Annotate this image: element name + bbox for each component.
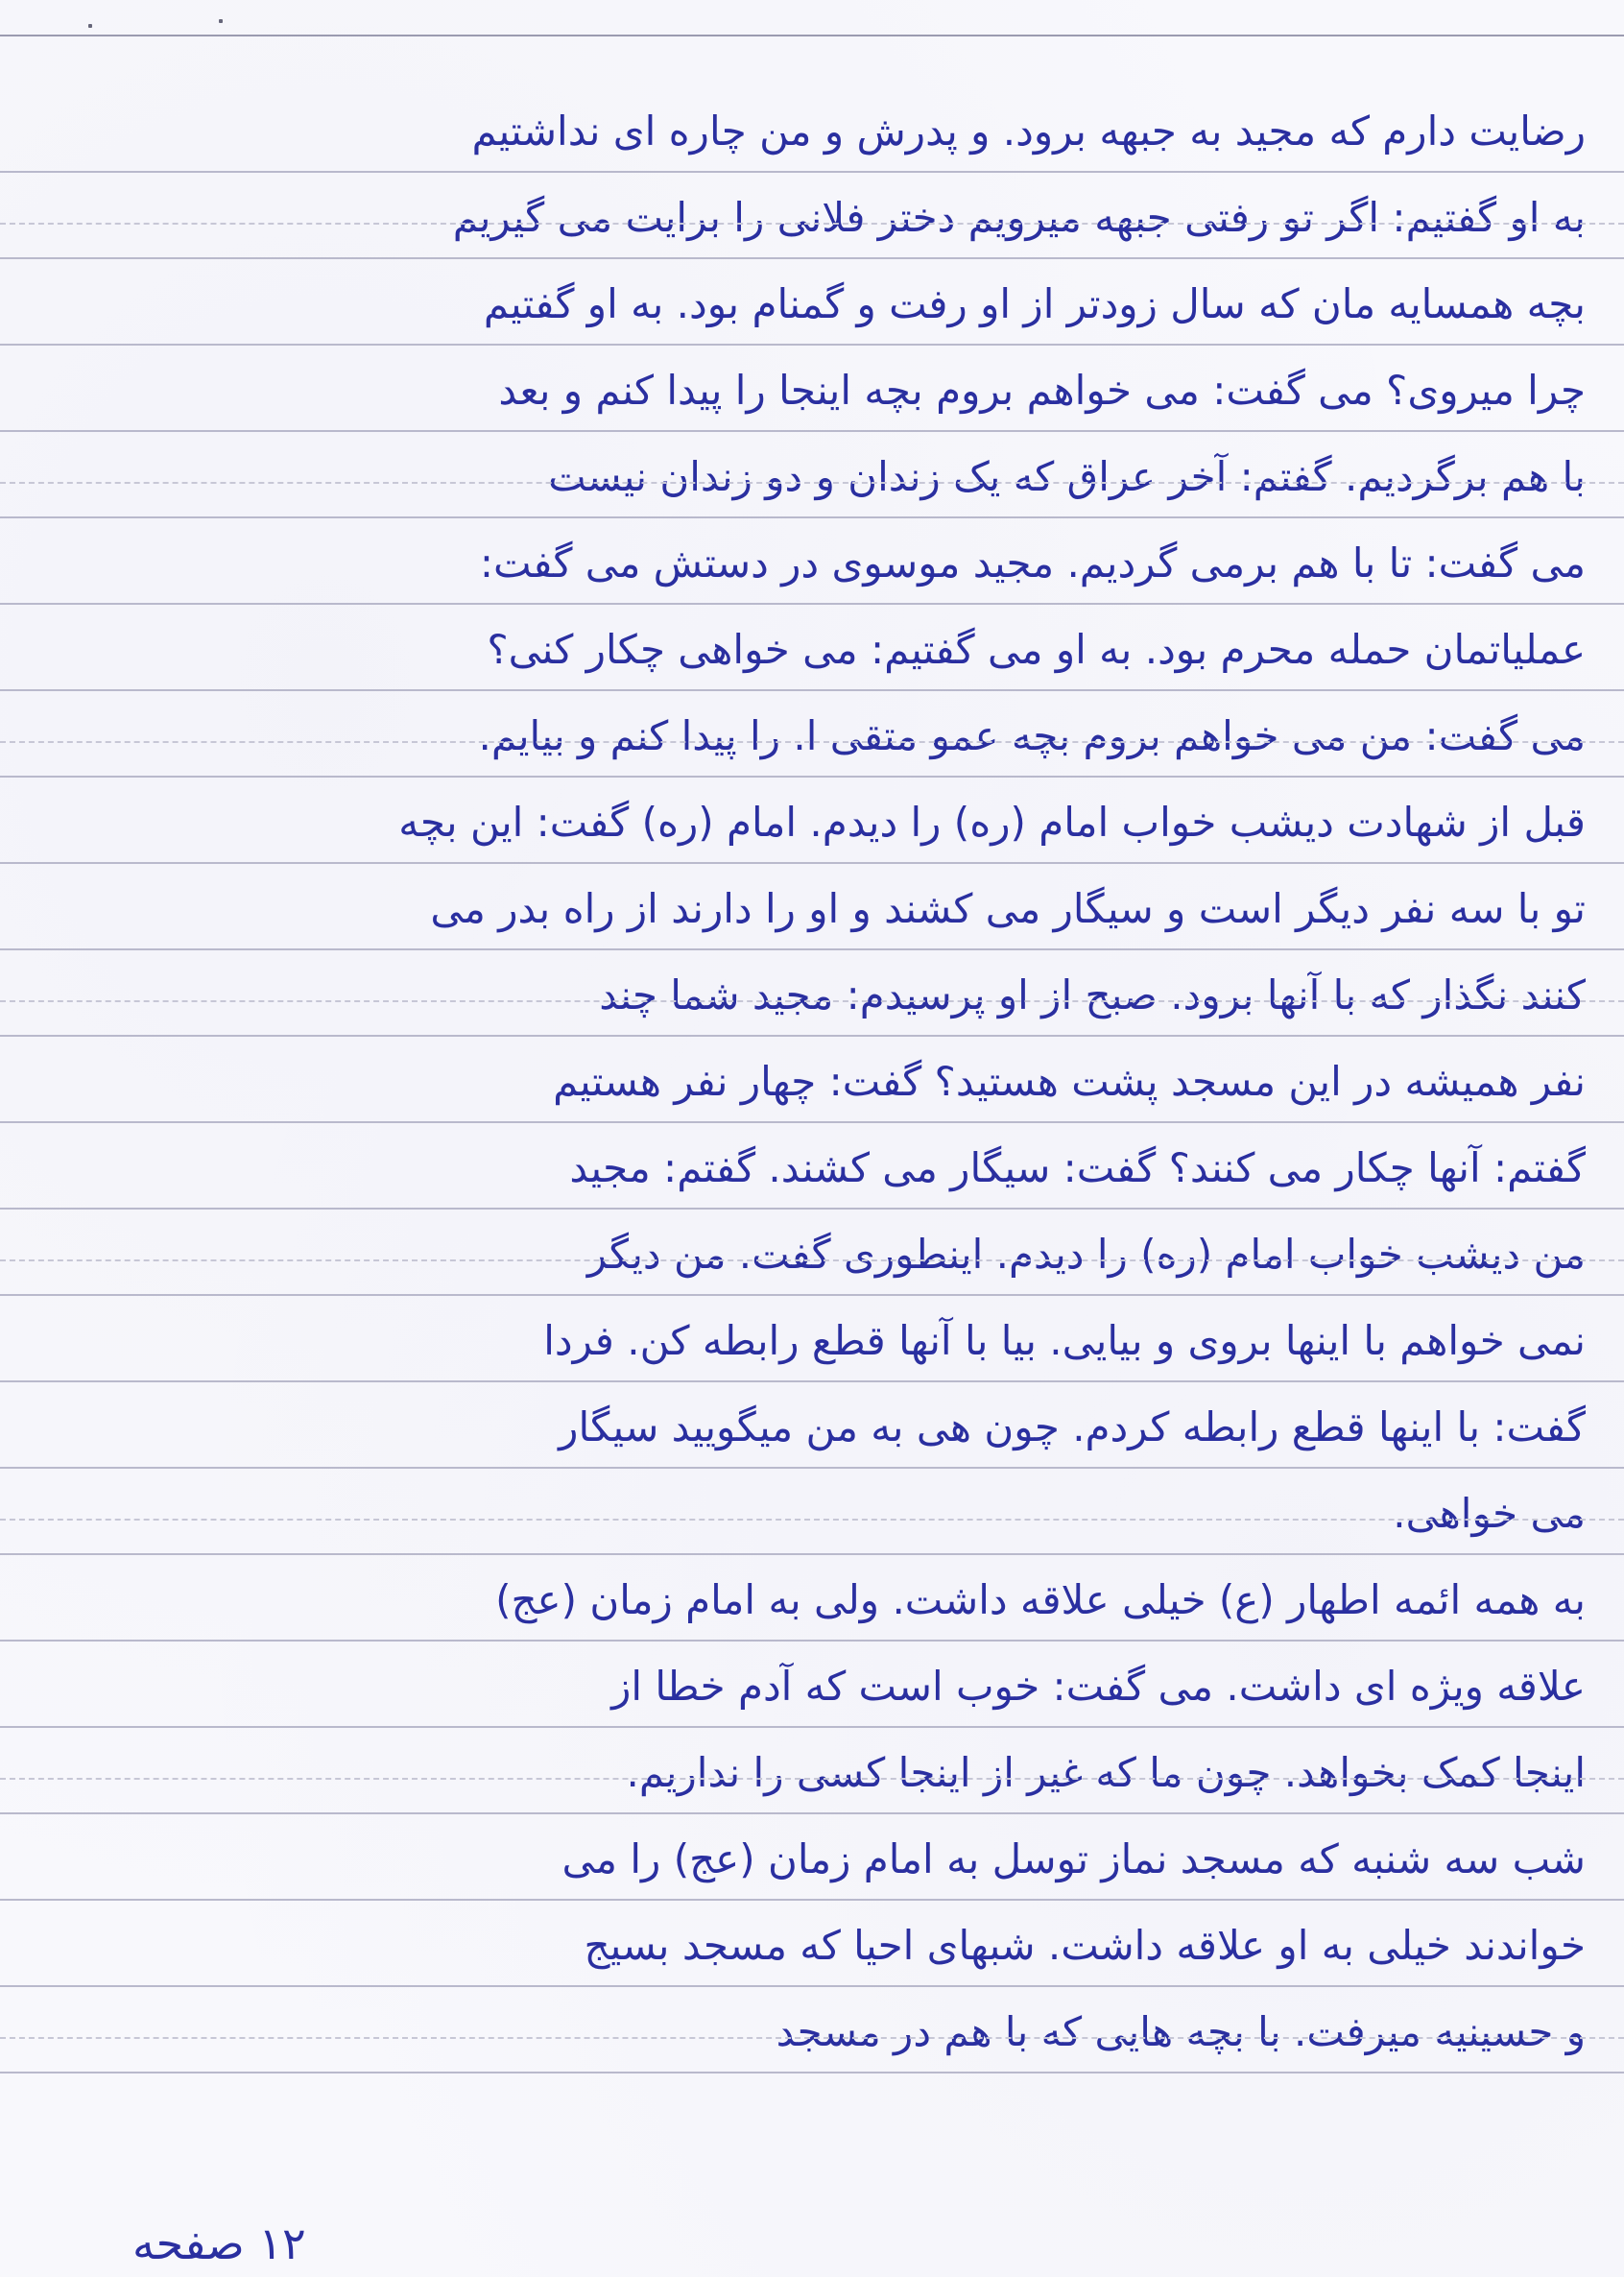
ruled-line [0,689,1624,691]
handwriting-line: چرا میروی؟ می گفت: می خواهم بروم بچه اینجا را پیدا کنم و بعد [498,367,1586,414]
ruled-line [0,1812,1624,1814]
ruled-line [0,1380,1624,1382]
ruled-line [0,1553,1624,1555]
ruled-line [0,1985,1624,1987]
ruled-line [0,1899,1624,1901]
ruled-line [0,430,1624,432]
faint-ruled-line [0,223,1624,225]
ruled-line [0,516,1624,518]
ruled-line [0,1121,1624,1123]
faint-ruled-line [0,741,1624,743]
handwriting-line: رضایت دارم که مجید به جبهه برود. و پدرش و من چاره ای نداشتیم [471,108,1586,155]
faint-ruled-line [0,1259,1624,1261]
paper-speck [219,19,223,23]
handwriting-line: می خواهی. [1393,1490,1586,1537]
handwriting-line: بچه همسایه مان که سال زودتر از او رفت و گمنام بود. به او گفتیم [483,280,1586,327]
handwriting-line: قبل از شهادت دیشب خواب امام (ره) را دیدم. امام (ره) گفت: این بچه [398,799,1586,846]
handwriting-line: اینجا کمک بخواهد. چون ما که غیر از اینجا کسی را نداریم. [626,1749,1586,1796]
ruled-line [0,776,1624,778]
handwriting-line: با هم برگردیم. گفتم: آخر عراق که یک زندان و دو زندان نیست [547,453,1586,500]
ruled-line [0,344,1624,346]
ruled-line [0,171,1624,173]
ruled-line [0,1035,1624,1037]
handwriting-line: به همه ائمه اطهار (ع) خیلی علاقه داشت. ولی به امام زمان (عج) [495,1576,1586,1623]
handwriting-line: علاقه ویژه ای داشت. می گفت: خوب است که آدم خطا از [611,1663,1586,1710]
handwriting-line: به او گفتیم: اگر تو رفتی جبهه میرویم دختر فلانی را برایت می گیریم [452,194,1586,241]
faint-ruled-line [0,1778,1624,1780]
handwriting-line: گفت: با اینها قطع رابطه کردم. چون هی به من میگویید سیگار [559,1403,1586,1450]
faint-ruled-line [0,2037,1624,2039]
ruled-line [0,862,1624,864]
ruled-line [0,948,1624,950]
ruled-line [0,603,1624,605]
faint-ruled-line [0,1000,1624,1002]
ruled-line [0,1467,1624,1469]
handwriting-line: نفر همیشه در این مسجد پشت هستید؟ گفت: چهار نفر هستیم [553,1058,1586,1105]
faint-ruled-line [0,1519,1624,1521]
top-rule [0,35,1624,36]
handwriting-line: کنند نگذار که با آنها برود. صبح از او پرسیدم: مجید شما چند [599,971,1586,1019]
ruled-line [0,1726,1624,1728]
handwriting-line: می گفت: تا با هم برمی گردیم. مجید موسوی در دستش می گفت: [479,539,1586,587]
ruled-line [0,1208,1624,1210]
ruled-line [0,257,1624,259]
handwriting-line: گفتم: آنها چکار می کنند؟ گفت: سیگار می کشند. گفتم: مجید [569,1144,1586,1191]
handwriting-line: خواندند خیلی به او علاقه داشت. شبهای احیا که مسجد بسیج [584,1922,1586,1969]
handwriting-line: من دیشب خواب امام (ره) را دیدم. اینطوری گفت. من دیگر [586,1231,1586,1278]
faint-ruled-line [0,482,1624,484]
handwriting-line: شب سه شنبه که مسجد نماز توسل به امام زمان (عج) را می [561,1835,1586,1882]
handwriting-line: نمی خواهم با اینها بروی و بیایی. بیا با آنها قطع رابطه کن. فردا [543,1317,1586,1364]
handwriting-line: و حسینیه میرفت. با بچه هایی که با هم در مسجد [776,2008,1586,2055]
handwriting-line: تو با سه نفر دیگر است و سیگار می کشند و او را دارند از راه بدر می [430,885,1586,932]
ruled-line [0,2072,1624,2073]
handwriting-line: می گفت: من می خواهم بروم بچه عمو متقی ا. را پیدا کنم و بیایم. [478,712,1586,759]
paper-speck [88,24,92,28]
ruled-line [0,1640,1624,1642]
ruled-line [0,1294,1624,1296]
page-number: ۱۲ صفحه [132,2217,306,2269]
handwriting-line: عملیاتمان حمله محرم بود. به او می گفتیم: می خواهی چکار کنی؟ [487,626,1586,673]
